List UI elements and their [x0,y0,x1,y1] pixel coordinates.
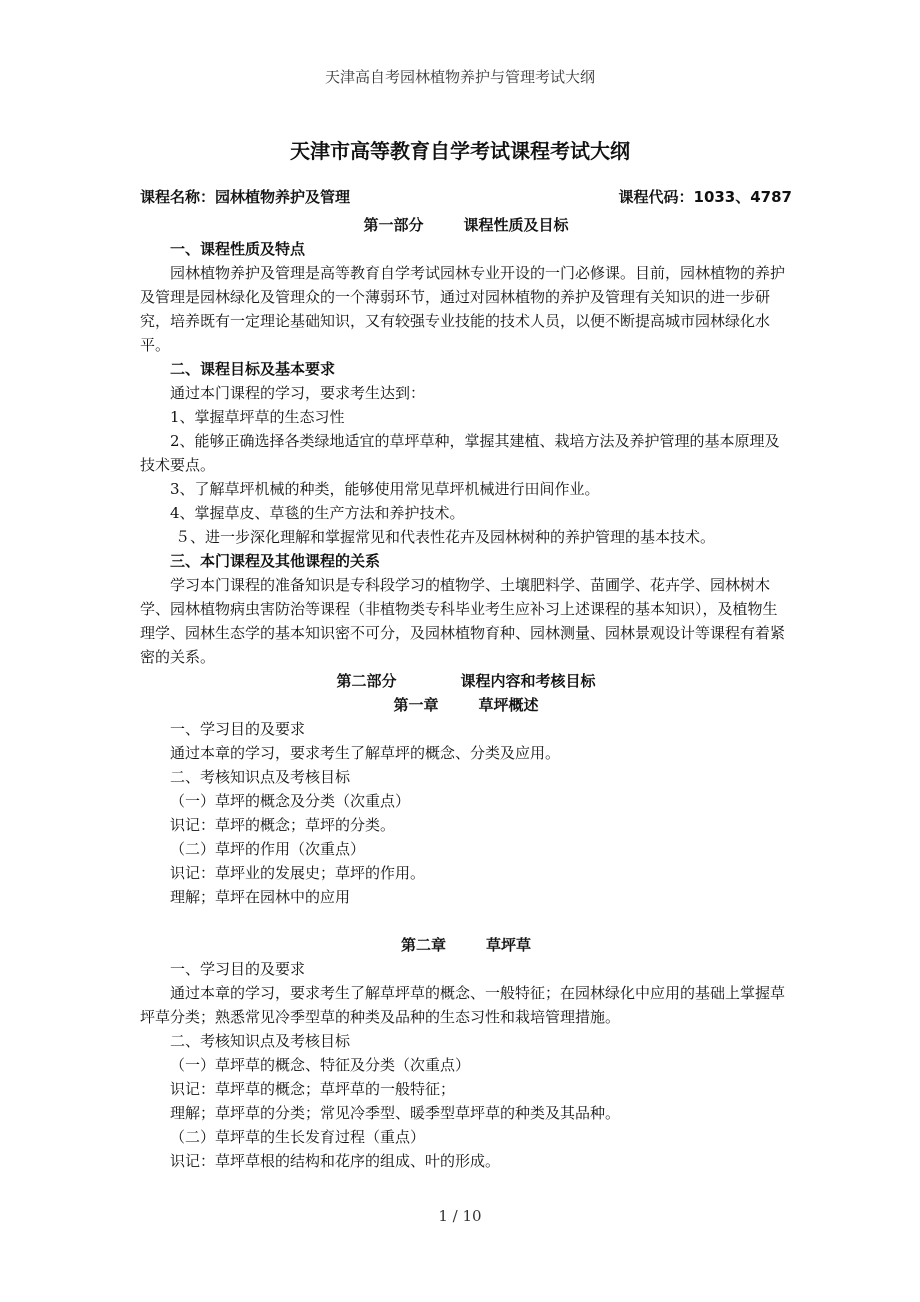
page-number: 1 / 10 [438,1207,482,1225]
chapter2-heading [140,933,792,957]
list-item: （二）草坪草的生长发育过程（重点） [170,1128,426,1146]
list-item: 二、考核知识点及考核目标 [170,768,351,786]
section-heading: 一、课程性质及特点 [170,240,306,258]
course-code: 课程代码：1033、4787 [618,188,792,206]
list-item: 4、掌握草皮、草毯的生产方法和养护技术。 [170,504,465,522]
list-item: ５、进一步深化理解和掌握常见和代表性花卉及园林树种的养护管理的基本技术。 [175,528,716,546]
chapter1-title: 草坪概述 [478,696,539,714]
list-item: 一、学习目的及要求 [170,720,306,738]
chapter2-label: 第二章 [400,936,446,954]
part1-heading [140,213,792,237]
list-item: 1、掌握草坪草的生态习性 [170,408,345,426]
chapter2-title: 草坪草 [486,936,532,954]
spacer [140,909,792,933]
list-item: 识记：草坪草的概念；草坪草的一般特征； [170,1080,456,1098]
list-item: 3、了解草坪机械的种类，能够使用常见草坪机械进行田间作业。 [170,480,600,498]
list-item: 识记：草坪业的发展史；草坪的作用。 [170,864,426,882]
part1-label: 第一部分 [363,216,424,234]
list-item: 通过本章的学习，要求考生了解草坪的概念、分类及应用。 [170,744,561,762]
course-name: 课程名称：园林植物养护及管理 [140,188,351,206]
paragraph: 通过本章的学习，要求考生了解草坪草的概念、一般特征；在园林绿化中应用的基础上掌握草坪草分类；熟悉常见冷季型草的种类及品种的生态习性和栽培管理措施。 [140,984,786,1026]
paragraph: 通过本门课程的学习，要求考生达到： [170,384,426,402]
document-title: 天津市高等教育自学考试课程考试大纲 [290,139,630,163]
list-item: （一）草坪的概念及分类（次重点） [170,792,411,810]
list-item: 理解；草坪草的分类；常见冷季型、暖季型草坪草的种类及其品种。 [170,1104,621,1122]
part2-title: 课程内容和考核目标 [460,672,596,690]
paragraph: 园林植物养护及管理是高等教育自学考试园林专业开设的一门必修课。目前，园林植物的养护及管理是园林绿化及管理众的一个薄弱环节，通过对园林植物的养护及管理有关知识的进一步研究，培养既有一定理论基础知识，又有较强专业技能的技术人员，以便不断提高城市园林绿化水平。 [140,264,786,354]
list-item: 识记：草坪的概念；草坪的分类。 [170,816,396,834]
chapter1-label: 第一章 [393,696,439,714]
list-item: 理解；草坪在园林中的应用 [170,888,351,906]
section-heading: 三、本门课程及其他课程的关系 [170,552,381,570]
list-item: 二、考核知识点及考核目标 [170,1032,351,1050]
list-item: 识记：草坪草根的结构和花序的组成、叶的形成。 [170,1152,501,1170]
list-item: 一、学习目的及要求 [170,960,306,978]
part1-title: 课程性质及目标 [463,216,569,234]
list-item: 2、能够正确选择各类绿地适宜的草坪草种，掌握其建植、栽培方法及养护管理的基本原理及技术要点。 [140,432,780,474]
list-item: （一）草坪草的概念、特征及分类（次重点） [170,1056,471,1074]
document-body [140,213,792,1173]
running-header: 天津高自考园林植物养护与管理考试大纲 [324,68,595,86]
list-item: （二）草坪的作用（次重点） [170,840,366,858]
chapter1-heading [140,693,792,717]
part2-label: 第二部分 [336,672,397,690]
paragraph: 学习本门课程的准备知识是专科段学习的植物学、土壤肥料学、苗圃学、花卉学、园林树木学、园林植物病虫害防治等课程（非植物类专科毕业考生应补习上述课程的基本知识），及植物生理学、园林生态学的基本知识密不可分，及园林植物育种、园林测量、园林景观设计等课程有着紧密的关系。 [140,576,786,666]
course-info-row [140,186,792,207]
section-heading: 二、课程目标及基本要求 [170,360,336,378]
part2-heading [140,669,792,693]
